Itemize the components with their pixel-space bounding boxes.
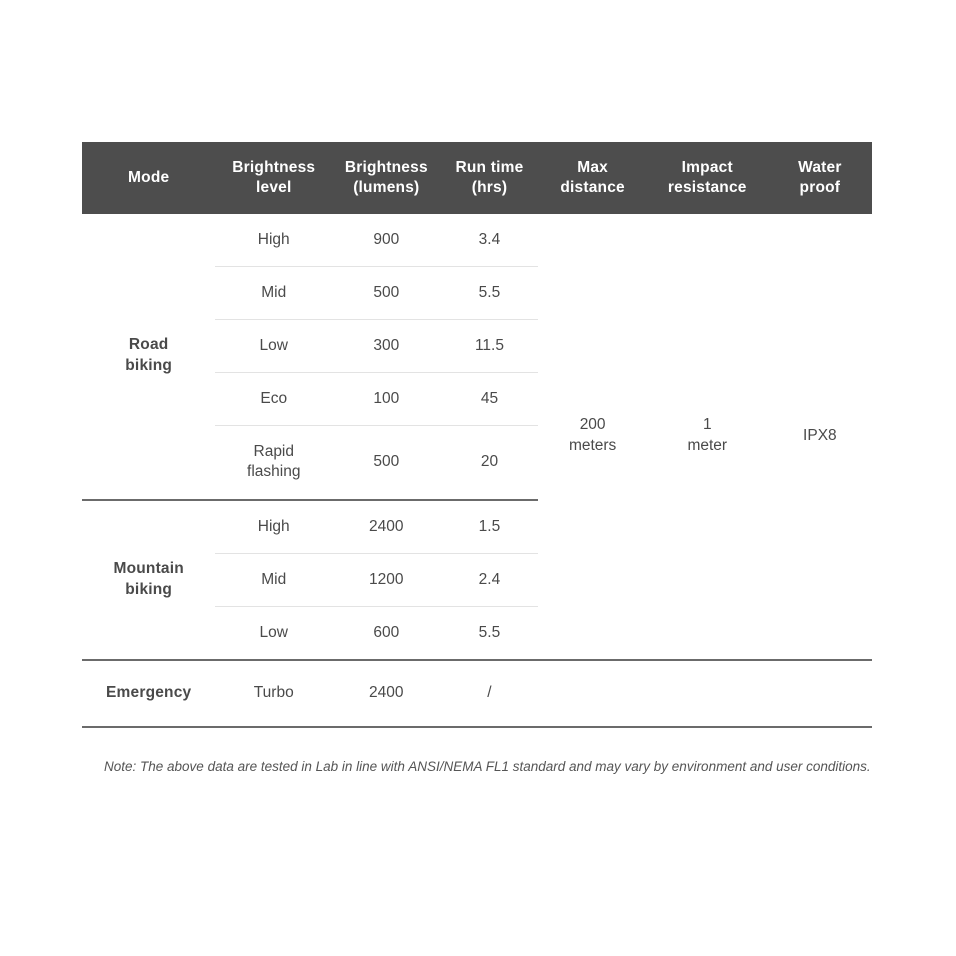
cell-run-time: 5.5 bbox=[440, 266, 538, 319]
cell-brightness-lumens: 300 bbox=[332, 319, 440, 372]
cell-run-time: 3.4 bbox=[440, 214, 538, 267]
header-run-time bbox=[440, 142, 538, 214]
header-impact-resistance-line-2: resistance bbox=[667, 178, 747, 196]
cell-brightness-level: Low bbox=[259, 623, 288, 641]
cell-brightness-lumens: 600 bbox=[373, 623, 400, 641]
header-brightness-lumens-line-1: Brightness bbox=[344, 159, 428, 176]
header-row bbox=[82, 142, 872, 214]
cell-impact-resistance-line-1: 1 bbox=[702, 416, 712, 434]
cell-run-time: 5.5 bbox=[478, 623, 501, 641]
header-max-distance bbox=[538, 142, 646, 214]
header-brightness-lumens bbox=[332, 142, 440, 214]
cell-brightness-lumens: 2400 bbox=[369, 684, 404, 702]
group-label-road-biking-line-2: biking bbox=[125, 357, 173, 375]
cell-brightness-level: Turbo bbox=[253, 684, 294, 702]
header-brightness-level bbox=[215, 142, 332, 214]
cell-brightness-level: Eco bbox=[215, 373, 332, 426]
header-mode bbox=[82, 142, 215, 214]
header-brightness-level-line-1: Brightness bbox=[232, 159, 316, 176]
cell-run-time: 45 bbox=[440, 373, 538, 426]
cell-water-proof: IPX8 bbox=[803, 426, 837, 444]
header-impact-resistance-line-1: Impact bbox=[681, 159, 733, 176]
cell-max-distance-line-2: meters bbox=[568, 437, 617, 455]
header-water-proof-line-2: proof bbox=[799, 178, 841, 196]
cell-brightness-lumens: 500 bbox=[332, 266, 440, 319]
cell-impact-resistance-line-2: meter bbox=[687, 437, 728, 455]
cell-run-time: 20 bbox=[480, 453, 499, 471]
group-label-emergency: Emergency bbox=[106, 683, 192, 701]
header-water-proof-line-1: Water bbox=[798, 159, 842, 176]
table-row bbox=[82, 661, 872, 727]
table-body bbox=[82, 214, 872, 728]
cell-brightness-level bbox=[215, 426, 332, 500]
footnote: Note: The above data are tested in Lab in line with ANSI/NEMA FL1 standard and may vary by environment and user conditions. bbox=[104, 759, 871, 774]
header-impact-resistance bbox=[647, 142, 768, 214]
header-water-proof bbox=[768, 142, 872, 214]
cell-brightness-lumens: 2400 bbox=[332, 501, 440, 554]
cell-empty-max-distance bbox=[538, 661, 646, 727]
cell-empty-impact-resistance bbox=[647, 661, 768, 727]
cell-empty-water-proof bbox=[768, 661, 872, 727]
cell-impact-resistance bbox=[647, 214, 768, 660]
cell-max-distance-line-1: 200 bbox=[579, 416, 606, 434]
group-label-mountain-biking-line-2: biking bbox=[125, 580, 173, 598]
cell-max-distance bbox=[538, 214, 646, 660]
cell-brightness-level: Low bbox=[215, 319, 332, 372]
header-brightness-level-line-2: level bbox=[256, 178, 292, 196]
cell-run-time: 2.4 bbox=[440, 553, 538, 606]
table-row bbox=[82, 214, 872, 267]
cell-brightness-lumens: 1200 bbox=[332, 553, 440, 606]
group-label-mountain-biking-line-1: Mountain bbox=[113, 559, 184, 577]
cell-brightness-level: Mid bbox=[215, 553, 332, 606]
header-max-distance-line-2: distance bbox=[560, 178, 625, 196]
cell-run-time: / bbox=[487, 684, 492, 702]
cell-brightness-lumens: 900 bbox=[332, 214, 440, 267]
header-run-time-line-1: Run time bbox=[455, 159, 524, 176]
cell-brightness-level: High bbox=[215, 501, 332, 554]
header-mode-line-1: Mode bbox=[128, 168, 170, 186]
cell-brightness-level: Mid bbox=[215, 266, 332, 319]
spec-table-container bbox=[82, 142, 956, 728]
header-brightness-lumens-line-2: (lumens) bbox=[353, 178, 420, 196]
group-label-road-biking-line-1: Road bbox=[128, 336, 169, 354]
cell-brightness-lumens: 100 bbox=[332, 373, 440, 426]
cell-brightness-level-line-1: Rapid bbox=[253, 443, 294, 461]
header-max-distance-line-1: Max bbox=[577, 159, 608, 176]
table-bottom-rule bbox=[82, 727, 872, 728]
cell-brightness-level-line-2: flashing bbox=[247, 463, 301, 481]
cell-run-time: 1.5 bbox=[440, 501, 538, 554]
table-header bbox=[82, 142, 872, 214]
cell-brightness-level: High bbox=[215, 214, 332, 267]
cell-brightness-lumens: 500 bbox=[373, 453, 400, 471]
group-label-road-biking bbox=[82, 214, 215, 500]
header-run-time-line-2: (hrs) bbox=[471, 178, 508, 196]
specification-table bbox=[82, 142, 872, 728]
group-label-mountain-biking bbox=[82, 501, 215, 660]
cell-run-time: 11.5 bbox=[440, 319, 538, 372]
